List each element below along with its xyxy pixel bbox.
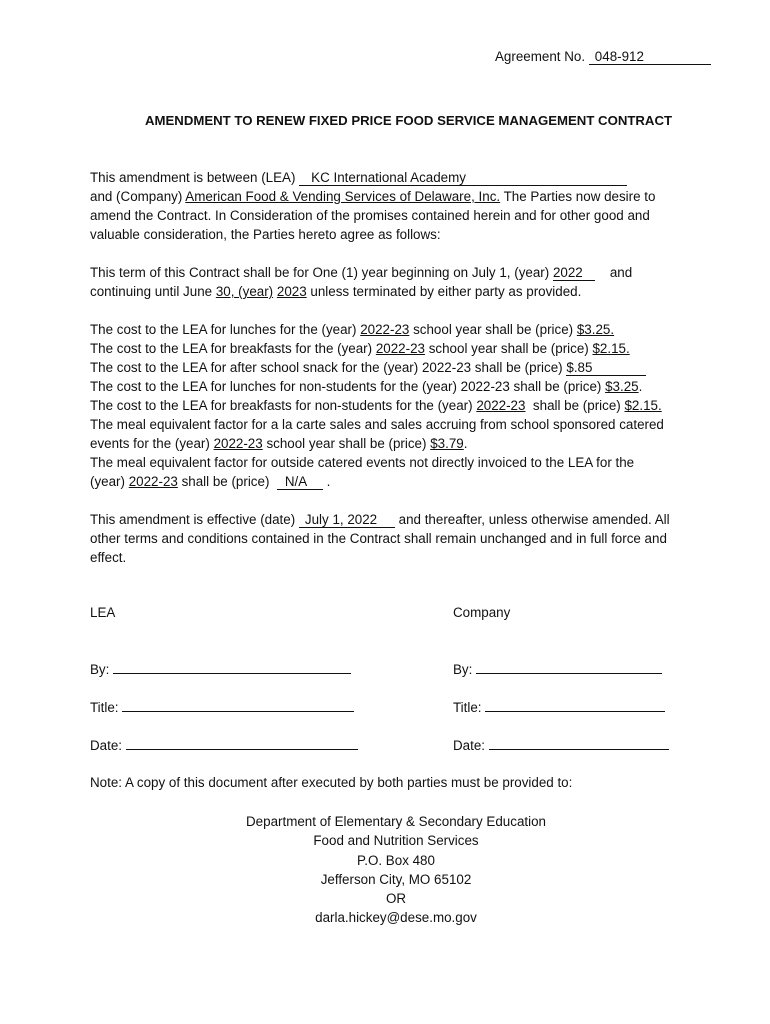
cost-outside-label: (year) xyxy=(90,474,125,489)
effective-line-1 xyxy=(90,510,700,529)
effective-line-1-suffix: and thereafter, unless otherwise amended. All xyxy=(398,512,670,527)
breakfast-price-value: $2.15. xyxy=(592,341,630,356)
effective-date-label: This amendment is effective (date) xyxy=(90,512,296,527)
parties-paragraph xyxy=(90,168,700,244)
ala-year-value: 2022-23 xyxy=(213,436,263,451)
address-division: Food and Nutrition Services xyxy=(313,833,479,849)
cost-ala-label: events for the (year) xyxy=(90,436,210,451)
cost-snack-label: The cost to the LEA for after school snack for the (year) 2022-23 shall be (price) xyxy=(90,360,563,375)
cost-ala-line-2: events for the (year) 2022-23 school year shall be (price) $3.79. xyxy=(90,436,468,451)
company-by-signature-line[interactable] xyxy=(476,661,662,674)
cost-lunch-mid: school year shall be (price) xyxy=(413,322,574,337)
cost-breakfast-mid: school year shall be (price) xyxy=(428,341,589,356)
parties-company-label: and (Company) xyxy=(90,189,183,204)
cost-ns-breakfast-line xyxy=(90,396,700,415)
outside-year-value: 2022-23 xyxy=(128,474,178,489)
agreement-number-header xyxy=(495,49,711,65)
effective-date-value: July 1, 2022 xyxy=(304,512,378,527)
address-block xyxy=(0,812,770,928)
ns-lunch-price-value: $3.25 xyxy=(605,379,639,394)
lea-heading: LEA xyxy=(90,605,116,620)
lea-date-line[interactable] xyxy=(126,737,358,750)
cost-outside-mid: shall be (price) xyxy=(181,474,270,489)
start-year-field xyxy=(553,265,595,281)
end-year-value: 2023 xyxy=(276,284,307,299)
lea-name-value: KC International Academy xyxy=(311,170,466,185)
outside-price-value: N/A xyxy=(284,474,308,489)
parties-lea-label: This amendment is between (LEA) xyxy=(90,170,296,185)
cost-ns-breakfast-label: The cost to the LEA for breakfasts for non-students for the (year) xyxy=(90,398,473,413)
lea-by-row xyxy=(90,661,351,677)
cost-ns-lunch-line: The cost to the LEA for lunches for non-students for the (year) 2022-23 shall be (price) $3.25. xyxy=(90,379,643,394)
term-paragraph xyxy=(90,263,700,301)
company-title-line[interactable] xyxy=(485,699,665,712)
term-end-label: continuing until June xyxy=(90,284,213,299)
cost-snack-line xyxy=(90,358,700,377)
address-or: OR xyxy=(385,891,407,907)
cost-ns-lunch-label: The cost to the LEA for lunches for non-students for the (year) 2022-23 shall be (price) xyxy=(90,379,602,394)
lunch-year-value: 2022-23 xyxy=(360,322,410,337)
lea-date-row xyxy=(90,737,358,753)
cost-ns-breakfast-mid: shall be (price) xyxy=(532,398,621,413)
term-line-2 xyxy=(90,282,700,301)
effective-date-field xyxy=(299,512,395,528)
company-heading: Company xyxy=(453,605,511,620)
outside-price-field xyxy=(277,474,323,490)
address-city-state-zip: Jefferson City, MO 65102 xyxy=(320,871,472,887)
cost-breakfast-label: The cost to the LEA for breakfasts for the (year) xyxy=(90,341,373,356)
document-title: AMENDMENT TO RENEW FIXED PRICE FOOD SERVICE MANAGEMENT CONTRACT xyxy=(145,113,673,128)
cost-lunch-line xyxy=(90,320,700,339)
cost-outside-line-2: (year) 2022-23 shall be (price) N/A . xyxy=(90,474,331,489)
cost-ala-line-1: The meal equivalent factor for a la carte sales and sales accruing from school sponsored catered xyxy=(90,417,664,432)
end-day-value: 30, (year) xyxy=(215,284,274,299)
start-year-value: 2022 xyxy=(552,265,583,280)
parties-line-1 xyxy=(90,168,700,187)
agreement-label: Agreement No. xyxy=(495,49,586,64)
effective-line-2: other terms and conditions contained in the Contract shall remain unchanged and in full force and xyxy=(90,531,667,546)
lea-date-label: Date: xyxy=(90,738,123,753)
lea-name-field xyxy=(299,170,627,186)
address-po-box: P.O. Box 480 xyxy=(357,852,435,868)
snack-price-value: $.85 xyxy=(566,360,593,375)
distribution-note: Note: A copy of this document after executed by both parties must be provided to: xyxy=(90,775,573,790)
lea-by-signature-line[interactable] xyxy=(113,661,351,674)
ns-breakfast-year-value: 2022-23 xyxy=(476,398,526,413)
lunch-price-value: $3.25. xyxy=(576,322,615,337)
company-date-row xyxy=(453,737,669,753)
company-name-value: American Food & Vending Services of Delaware, Inc. xyxy=(185,189,501,204)
cost-ala-mid: school year shall be (price) xyxy=(266,436,427,451)
effective-paragraph xyxy=(90,510,700,567)
term-start-label: This term of this Contract shall be for One (1) year beginning on July 1, (year) xyxy=(90,265,550,280)
agreement-number-value: 048-912 xyxy=(594,49,644,64)
company-title-label: Title: xyxy=(453,700,482,715)
company-by-row xyxy=(453,661,662,677)
cost-outside-line-1: The meal equivalent factor for outside catered events not directly invoiced to the LEA for the xyxy=(90,455,635,470)
term-line-1-suffix: and xyxy=(609,265,633,280)
lea-title-line[interactable] xyxy=(122,699,354,712)
breakfast-year-value: 2022-23 xyxy=(375,341,425,356)
term-line-1 xyxy=(90,263,700,282)
company-by-label: By: xyxy=(453,662,473,677)
effective-line-3: effect. xyxy=(90,550,127,565)
company-date-label: Date: xyxy=(453,738,486,753)
lea-title-label: Title: xyxy=(90,700,119,715)
term-line-2-suffix: unless terminated by either party as provided. xyxy=(310,284,582,299)
parties-line-2 xyxy=(90,187,700,206)
address-department: Department of Elementary & Secondary Education xyxy=(246,814,546,829)
company-date-line[interactable] xyxy=(489,737,669,750)
snack-price-field xyxy=(566,360,646,376)
agreement-number-field xyxy=(589,49,711,65)
lea-by-label: By: xyxy=(90,662,110,677)
company-title-row xyxy=(453,699,665,715)
cost-paragraph xyxy=(90,320,700,491)
ns-breakfast-price-value: $2.15. xyxy=(624,398,662,413)
lea-title-row xyxy=(90,699,354,715)
address-email[interactable]: darla.hickey@dese.mo.gov xyxy=(315,910,477,926)
parties-line-2-suffix: The Parties now desire to xyxy=(503,189,656,204)
parties-line-4: valuable consideration, the Parties hereto agree as follows: xyxy=(90,227,441,242)
cost-breakfast-line xyxy=(90,339,700,358)
ala-price-value: $3.79 xyxy=(430,436,464,451)
cost-lunch-label: The cost to the LEA for lunches for the (year) xyxy=(90,322,357,337)
parties-line-3: amend the Contract. In Consideration of the promises contained herein and for other good and xyxy=(90,208,650,223)
